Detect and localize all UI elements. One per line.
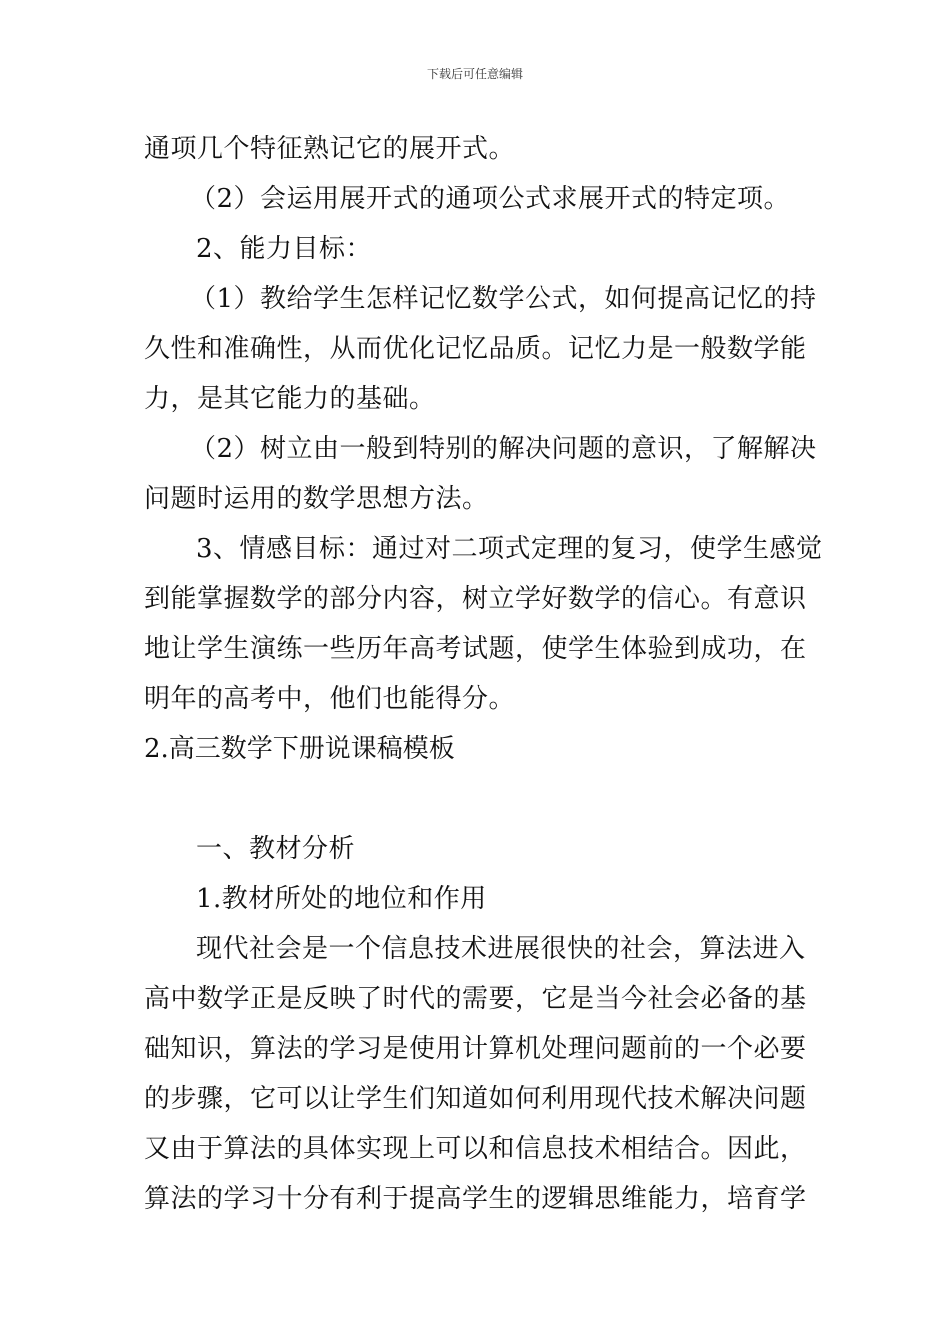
paragraph-line: 2、能力目标： bbox=[196, 234, 373, 264]
paragraph-line: 力，是其它能力的基础。 bbox=[144, 384, 436, 414]
paragraph-line: 又由于算法的具体实现上可以和信息技术相结合。因此， bbox=[144, 1134, 807, 1164]
paragraph-line: 的步骤，它可以让学生们知道如何利用现代技术解决问题 bbox=[144, 1084, 807, 1114]
paragraph-line: 算法的学习十分有利于提高学生的逻辑思维能力，培育学 bbox=[144, 1184, 807, 1214]
section-heading: 一、教材分析 bbox=[196, 834, 356, 864]
section-title: 2.高三数学下册说课稿模板 bbox=[144, 734, 455, 764]
paragraph-line: （2）会运用展开式的通项公式求展开式的特定项。 bbox=[190, 184, 791, 214]
paragraph-line: 3、情感目标：通过对二项式定理的复习，使学生感觉 bbox=[196, 534, 823, 564]
paragraph-line: 础知识，算法的学习是使用计算机处理问题前的一个必要 bbox=[144, 1034, 807, 1064]
paragraph-line: 现代社会是一个信息技术进展很快的社会，算法进入 bbox=[196, 934, 806, 964]
paragraph-line: 高中数学正是反映了时代的需要，它是当今社会必备的基 bbox=[144, 984, 807, 1014]
paragraph-line: 到能掌握数学的部分内容，树立学好数学的信心。有意识 bbox=[144, 584, 807, 614]
subsection-heading: 1.教材所处的地位和作用 bbox=[196, 884, 487, 914]
paragraph-line: 明年的高考中，他们也能得分。 bbox=[144, 684, 516, 714]
paragraph-line: 地让学生演练一些历年高考试题，使学生体验到成功，在 bbox=[144, 634, 807, 664]
paragraph-line: （2）树立由一般到特别的解决问题的意识，了解解决 bbox=[190, 434, 817, 464]
paragraph-line: 通项几个特征熟记它的展开式。 bbox=[144, 134, 516, 164]
page-header-note: 下载后可任意编辑 bbox=[426, 67, 523, 81]
document-body bbox=[144, 124, 823, 1224]
paragraph-line: （1）教给学生怎样记忆数学公式，如何提高记忆的持 bbox=[190, 284, 817, 314]
paragraph-line: 问题时运用的数学思想方法。 bbox=[144, 484, 489, 514]
paragraph-line: 久性和准确性，从而优化记忆品质。记忆力是一般数学能 bbox=[144, 334, 807, 364]
blank-spacer bbox=[144, 774, 814, 824]
